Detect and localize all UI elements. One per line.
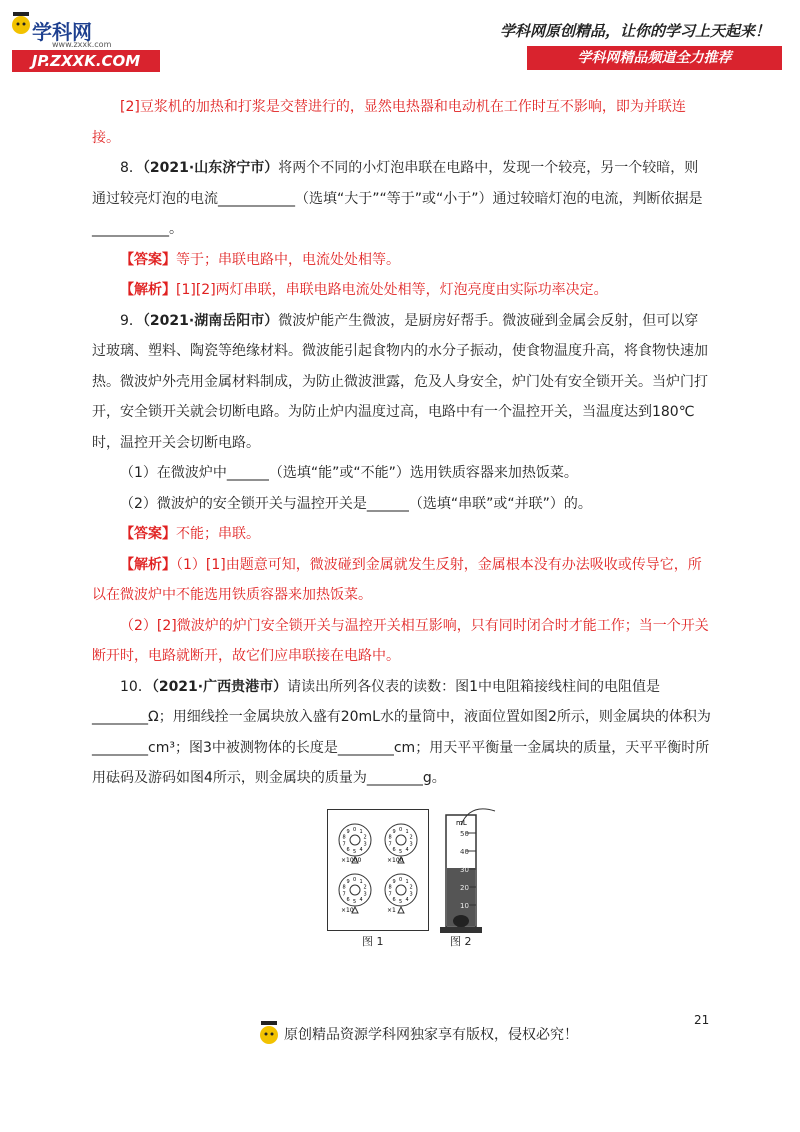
mascot-icon [258, 1018, 280, 1048]
answer-9 [92, 519, 712, 550]
dial-digit: 7 [388, 891, 392, 898]
dial-digit: 4 [359, 846, 363, 853]
answer-label: 【答案】 [120, 251, 176, 268]
question-9-part-2: （2）微波炉的安全锁开关与温控开关是______（选填“串联”或“并联”）的。 [120, 495, 592, 512]
dial-digit: 7 [342, 841, 346, 848]
dial-digit: 2 [363, 834, 367, 841]
figure-1-caption: 图 1 [362, 935, 384, 948]
explanation-text: [1][2]两灯串联，串联电路电流处处相等，灯泡亮度由实际功率决定。 [176, 282, 608, 298]
dial-digit: 4 [405, 896, 409, 903]
dial-digit: 3 [363, 891, 367, 898]
dial-digit: 0 [399, 827, 403, 833]
page-header [0, 0, 800, 80]
dial-digit: 1 [359, 879, 363, 886]
dial-digit: 6 [346, 846, 350, 853]
dial-digit: 3 [409, 841, 413, 848]
cylinder-tick-label: 10 [460, 902, 469, 910]
question-number: 9． [120, 312, 143, 329]
answer-text: 等于；串联电路中，电流处处相等。 [176, 251, 400, 268]
header-slogan: 学科网原创精品，让你的学习上天起来！ [499, 22, 770, 40]
mascot-icon [10, 10, 32, 36]
question-9-part-1: （1）在微波炉中______（选填“能”或“不能”）选用铁质容器来加热饭菜。 [120, 465, 578, 481]
document-body [92, 92, 712, 794]
dial-multiplier: ×10 [341, 907, 354, 914]
dial-digit: 8 [342, 884, 346, 891]
dial-digit: 9 [392, 879, 396, 886]
dial-digit: 2 [409, 884, 413, 891]
measuring-cylinder-figure [440, 805, 500, 940]
question-number: 10． [120, 678, 152, 695]
copyright-notice: 原创精品资源学科网独家享有版权，侵权必究！ [284, 1027, 578, 1043]
question-9 [92, 306, 712, 459]
zxxk-logo [12, 16, 162, 74]
dial-digit: 5 [399, 899, 403, 905]
dial-digit: 3 [363, 841, 367, 848]
dial-pointer [398, 907, 404, 913]
cylinder-unit: mL [456, 819, 467, 827]
dial-digit: 0 [353, 827, 357, 833]
question-source: （2021·广西贵港市） [151, 678, 288, 695]
dial-digit: 8 [388, 834, 392, 841]
answer-label: 【答案】 [120, 526, 176, 542]
answer-text: 不能；串联。 [176, 526, 260, 542]
figure-area [322, 805, 502, 950]
dial-digit: 5 [399, 849, 403, 855]
dial-multiplier: ×1 [387, 907, 396, 914]
question-text: 微波炉能产生微波，是厨房好帮手。微波碰到金属会反射，但可以穿过玻璃、塑料、陶瓷等绝缘材料。微波能引起食物内的水分子振动，使食物温度升高，将食物快速加热。微波炉外壳用金属材料制成，为防止微波泄露，危及人身安全，炉门处有安全锁开关。当炉门打开，安全锁开关就会切断电路。为防止炉内温度过高，电路中有一个温控开关，当温度达到180℃时，温控开关会切断电路。 [92, 312, 708, 451]
dial-digit: 4 [405, 846, 409, 853]
question-source: （2021·山东济宁市） [142, 160, 279, 176]
dial-digit: 6 [392, 846, 396, 853]
explanation-9 [92, 550, 712, 611]
explanation-8 [92, 275, 712, 306]
dial-digit: 8 [342, 834, 346, 841]
dial-digit: 2 [409, 834, 413, 841]
dial-digit: 4 [359, 896, 363, 903]
resistance-box-figure [327, 809, 429, 931]
dial-multiplier: ×100 [387, 857, 404, 864]
dial-digit: 2 [363, 884, 367, 891]
cylinder-tick-label: 50 [460, 830, 469, 838]
dial-digit: 1 [405, 879, 409, 886]
explanation-label: 【解析】 [120, 282, 176, 298]
resistance-box-dials [328, 810, 428, 930]
dial-digit: 6 [392, 896, 396, 903]
logo-domain: www.zxxk.com [52, 40, 112, 49]
cylinder-tick-label: 40 [460, 848, 469, 856]
dial-digit: 5 [353, 849, 357, 855]
logo-title: 学科网 [32, 20, 92, 44]
dial-digit: 1 [405, 829, 409, 836]
explanation-9-part-2: （2）[2]微波炉的炉门安全锁开关与温控开关相互影响，只有同时闭合时才能工作；当一个开关断开时，电路就断开，故它们应串联接在电路中。 [92, 617, 709, 664]
dial-digit: 7 [388, 841, 392, 848]
dial-digit: 0 [353, 877, 357, 883]
dial-multiplier: ×1000 [341, 857, 362, 864]
channel-banner: 学科网精品频道全力推荐 [527, 46, 782, 70]
dial-digit: 3 [409, 891, 413, 898]
paragraph-continuation: [2]豆浆机的加热和打浆是交替进行的，显然电热器和电动机在工作时互不影响，即为并联连接。 [92, 99, 686, 146]
question-text: 将两个不同的小灯泡串联在电路中，发现一个较亮，另一个较暗，则通过较亮灯泡的电流___________（选填“大于”“等于”或“小于”）通过较暗灯泡的电流，判断依据是___________。 [92, 160, 703, 237]
dial-digit: 7 [342, 891, 346, 898]
dial-digit: 9 [346, 879, 350, 886]
page-footer [258, 1016, 658, 1056]
dial-digit: 1 [359, 829, 363, 836]
dial-digit: 5 [353, 899, 357, 905]
question-10 [92, 672, 712, 794]
dial-digit: 6 [346, 896, 350, 903]
question-8 [92, 153, 712, 245]
question-source: （2021·湖南岳阳市） [142, 312, 279, 329]
logo-url: JP.ZXXK.COM [12, 50, 160, 72]
answer-8 [92, 245, 712, 276]
dial-digit: 8 [388, 884, 392, 891]
dial-digit: 0 [399, 877, 403, 883]
figure-2-caption: 图 2 [450, 935, 472, 948]
question-text: 请读出所列各仪表的读数：图1中电阻箱接线柱间的电阻值是________Ω；用细线拴一金属块放入盛有20mL水的量筒中，液面位置如图2所示，则金属块的体积为________cm³；图3中被测物体的长度是________cm；用天平平衡量一金属块的质量，天平平衡时所用砝码及游码如图4所示，则金属块的质量为________g。 [92, 678, 711, 786]
question-number: 8． [120, 160, 143, 176]
explanation-text: （1）[1]由题意可知，微波碰到金属就发生反射，金属根本没有办法吸收或传导它，所以在微波炉中不能选用铁质容器来加热饭菜。 [92, 556, 702, 603]
explanation-label: 【解析】 [120, 556, 176, 573]
dial-digit: 9 [346, 829, 350, 836]
cylinder-tick-label: 20 [460, 884, 469, 892]
dial-digit: 9 [392, 829, 396, 836]
page-number: 21 [694, 1013, 710, 1027]
cylinder-tick-label: 30 [460, 866, 469, 874]
